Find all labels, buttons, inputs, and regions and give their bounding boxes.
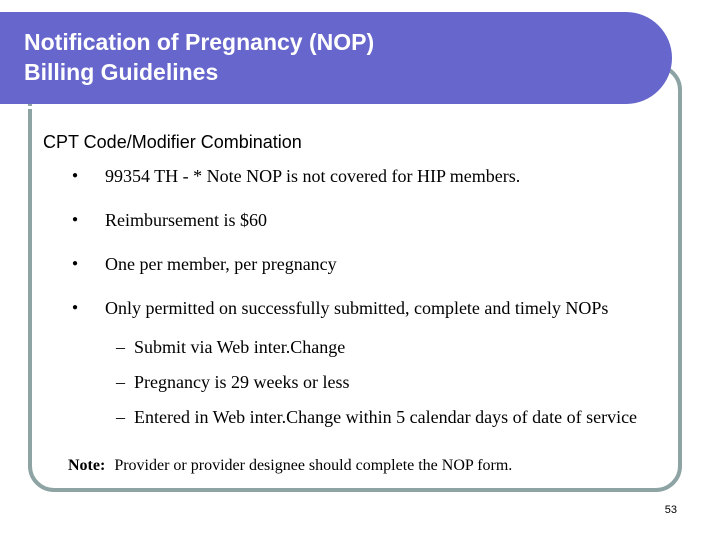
bullet-text: 99354 TH - * Note NOP is not covered for HIP members. [105, 166, 521, 186]
bullet-dot-icon: ● [72, 258, 79, 269]
bullet-item-cpt-code [70, 164, 670, 188]
slide-title-line-1: Notification of Pregnancy (NOP) [24, 29, 375, 55]
sub-bullet-text: Entered in Web inter.Change within 5 calendar days of date of service [134, 407, 638, 427]
sub-bullet-item-entry-deadline [116, 405, 670, 429]
slide-title [24, 27, 624, 87]
sub-bullet-item-web-submission [116, 335, 670, 359]
sub-bullet-text: Submit via Web inter.Change [134, 337, 346, 357]
bullet-dot-icon: ● [72, 214, 79, 225]
title-underline [0, 106, 638, 109]
bullet-dot-icon: ● [72, 302, 79, 313]
sub-bullet-text: Pregnancy is 29 weeks or less [134, 372, 350, 392]
bullet-item-permitted [70, 296, 670, 320]
note-text: Provider or provider designee should complete the NOP form. [114, 457, 513, 474]
sub-bullet-list [116, 335, 670, 429]
bullet-list [70, 164, 670, 440]
dash-icon: – [116, 372, 125, 392]
bullet-text: One per member, per pregnancy [105, 254, 337, 274]
footer-note [68, 456, 512, 476]
bullet-dot-icon: ● [72, 170, 79, 181]
bullet-item-reimbursement [70, 208, 670, 232]
slide-title-line-2: Billing Guidelines [24, 59, 219, 85]
page-number: 53 [664, 504, 677, 516]
bullet-text: Only permitted on successfully submitted, complete and timely NOPs [105, 298, 609, 318]
bullet-text: Reimbursement is $60 [105, 210, 267, 230]
note-label: Note: [68, 457, 106, 474]
section-heading: CPT Code/Modifier Combination [43, 132, 302, 152]
dash-icon: – [116, 407, 125, 427]
bullet-item-limit [70, 252, 670, 276]
dash-icon: – [116, 337, 125, 357]
title-bar [0, 12, 672, 104]
sub-bullet-item-pregnancy-weeks [116, 370, 670, 394]
